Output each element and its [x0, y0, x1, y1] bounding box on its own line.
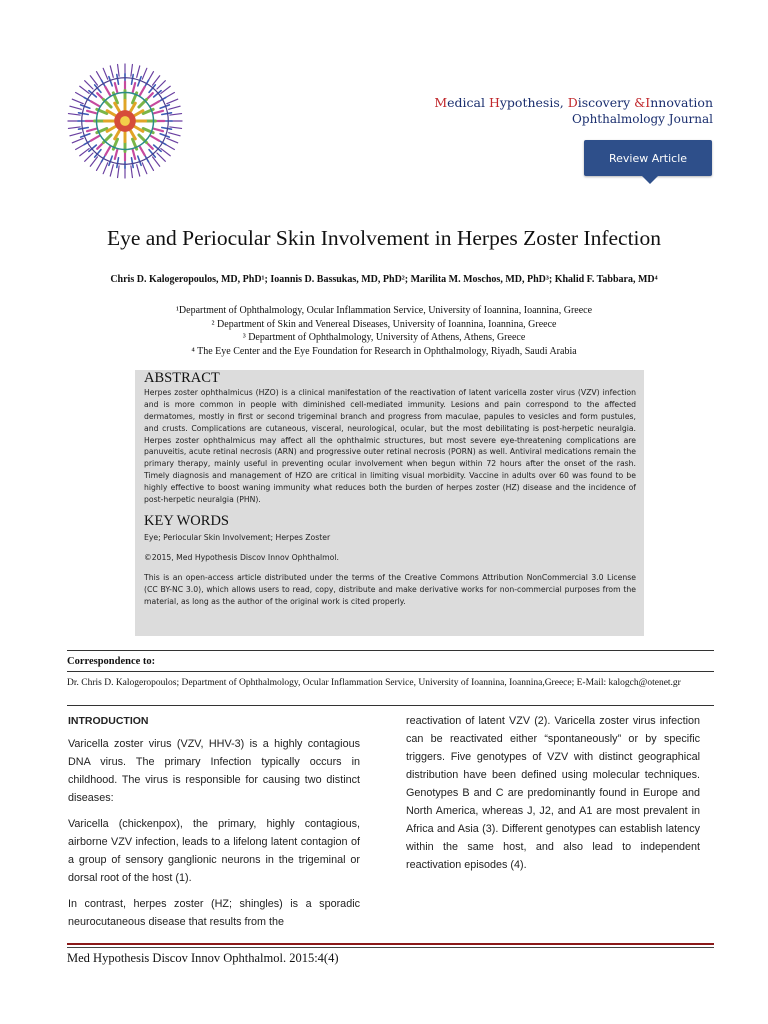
affiliation-1: ¹Department of Ophthalmology, Ocular Inflammation Service, University of Ioannina, Ioannina, Greece	[175, 305, 593, 316]
journal-title-cap: M	[434, 95, 448, 110]
article-type-badge: Review Article	[584, 140, 712, 176]
section-heading: INTRODUCTION	[68, 715, 149, 727]
footer-rule	[67, 943, 714, 945]
abstract-text: Herpes zoster ophthalmicus (HZO) is a clinical manifestation of the reactivation of latent varicella zoster virus (VZV) infection and is more common in people with diminished cell-mediated immunity. Lesions and pain correspond to the affected dermatomes, mostly in first or second trigeminal branch and progress from maculae, papules to vesicles and form pustules, and crusts. Complications are cutaneous, visceral, neurological, ocular, but the most debilitating is post-herpetic neuralgia. Herpes zoster ophthalmicus may affect all the ophthalmic structures, but most severe eye-threatening complications are panuveitis, acute retinal necrosis (ARN) and progressive outer retinal necrosis (PORN) as well. Antiviral medications remain the primary therapy, mainly useful in preventing ocular involvement when begun within 72 hours after the onset of the rash. Timely diagnosis and management of HZO are critical in limiting visual morbidity. Vaccine in adults over 60 was found to be highly effective to boost waning immunity what reduces both the burden of herpes zoster (HZ) disease and the incidence of post-herpetic neuralgia (PHN).	[144, 387, 636, 505]
article-title: Eye and Periocular Skin Involvement in Herpes Zoster Infection	[106, 226, 662, 250]
affiliation-2: ² Department of Skin and Venereal Diseases, University of Ioannina, Ioannina, Greece	[211, 318, 557, 330]
affiliation-4: ⁴ The Eye Center and the Eye Foundation for Research in Ophthalmology, Riyadh, Saudi Arabia	[191, 345, 577, 357]
paragraph: In contrast, herpes zoster (HZ; shingles) is a sporadic neurocutaneous disease that results from the	[68, 898, 360, 928]
journal-title-cap: I	[645, 95, 651, 110]
journal-title-word: ypothesis,	[499, 95, 568, 110]
body-column-right	[406, 712, 700, 882]
divider	[67, 705, 714, 706]
affiliation-3: ³ Department of Ophthalmology, University of Athens, Athens, Greece	[242, 332, 526, 343]
author-list: Chris D. Kalogeropoulos, MD, PhD¹; Ioannis D. Bassukas, MD, PhD²; Marilita M. Moschos, MD, PhD³; Khalid F. Tabbara, MD⁴	[110, 274, 658, 285]
paragraph: Varicella (chickenpox), the primary, highly contagious, airborne VZV infection, leads to a lifelong latent contagion of a group of sensory ganglionic neurons in the trigeminal or dorsal root of the host (1).	[68, 818, 360, 884]
journal-title-word: iscovery	[577, 95, 635, 110]
affiliations	[0, 304, 768, 358]
abstract-box	[135, 370, 644, 636]
correspondence-heading: Correspondence to:	[67, 656, 156, 667]
journal-title-line	[434, 95, 713, 111]
keywords-text: Eye; Periocular Skin Involvement; Herpes Zoster	[144, 532, 331, 542]
paragraph: reactivation of latent VZV (2). Varicella zoster virus infection can be reactivated either “spontaneously” or by specific triggers. Five genotypes of VZV with distinct geographical distribution have been defined using molecular techniques. Genotypes B and C are predominantly found in Europe and North America, whereas J, J2, and A1 are most prevalent in Africa and Asia (3). Different genotypes can establish latency within the same host, and also lead to independent reactivation episodes (4).	[406, 715, 700, 871]
journal-title-word: nnovation	[650, 95, 713, 110]
journal-logo	[66, 62, 184, 180]
journal-title-cap: D	[567, 95, 578, 110]
journal-name	[434, 95, 713, 127]
journal-title-cap: &	[634, 95, 646, 110]
copyright-text: ©2015, Med Hypothesis Discov Innov Ophthalmol.	[144, 552, 339, 562]
abstract-heading: ABSTRACT	[144, 370, 220, 386]
correspondence-text: Dr. Chris D. Kalogeropoulos; Department of Ophthalmology, Ocular Inflammation Service, University of Ioannina, Ioannina,Greece; E-Mail: kalogch@otenet.gr	[67, 678, 681, 688]
journal-subtitle: Ophthalmology Journal	[572, 112, 713, 126]
divider	[67, 650, 714, 651]
body-column-left	[68, 712, 360, 939]
paragraph: Varicella zoster virus (VZV, HHV-3) is a highly contagious DNA virus. The primary Infection typically occurs in childhood. The virus is responsible for causing two distinct diseases:	[68, 738, 360, 804]
footer-rule	[67, 947, 714, 948]
keywords-heading: KEY WORDS	[144, 512, 229, 529]
journal-title-word: edical	[447, 95, 489, 110]
journal-title-cap: H	[488, 95, 500, 110]
footer-citation: Med Hypothesis Discov Innov Ophthalmol. 2015:4(4)	[67, 951, 339, 965]
divider	[67, 671, 714, 672]
license-text: This is an open-access article distributed under the terms of the Creative Commons Attribution NonCommercial 3.0 License (CC BY-NC 3.0), which allows users to read, copy, distribute and make derivative works for non-commercial purposes from the material, as long as the author of the original work is cited properly.	[144, 572, 636, 606]
